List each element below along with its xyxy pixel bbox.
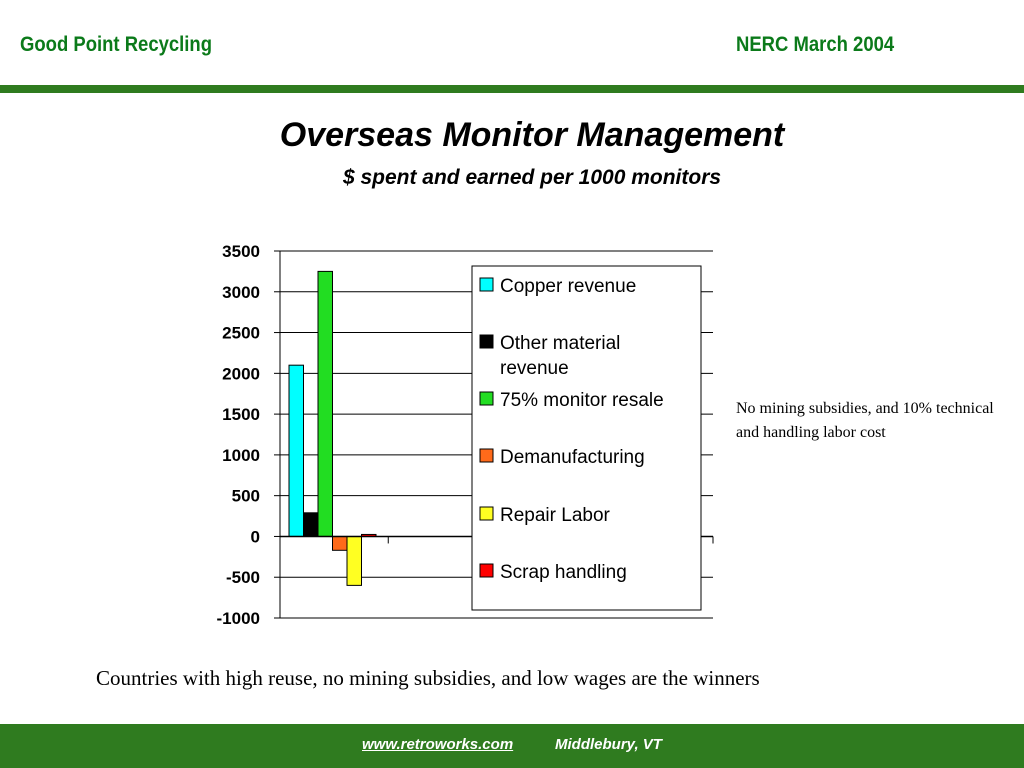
slide-title: Overseas Monitor Management	[279, 116, 785, 154]
y-tick-label: -1000	[216, 609, 260, 628]
legend-label: Copper revenue	[500, 276, 637, 297]
legend-swatch	[480, 449, 493, 462]
legend-label: Demanufacturing	[500, 447, 645, 468]
y-tick-label: 1500	[222, 405, 260, 425]
footer-website-link[interactable]: www.retroworks.com	[362, 736, 514, 753]
bar-repair-labor	[347, 536, 362, 585]
legend-swatch	[480, 335, 493, 348]
caption: Countries with high reuse, no mining subsidies, and low wages are the winners	[96, 666, 760, 690]
y-tick-label: 500	[231, 486, 260, 506]
legend-label: Repair Labor	[500, 505, 610, 526]
y-tick-label: -500	[225, 568, 260, 588]
y-tick-label: 1000	[222, 445, 260, 465]
legend-label: 75% monitor resale	[500, 390, 664, 411]
y-tick-label: 0	[250, 527, 260, 547]
legend-swatch	[480, 564, 493, 577]
bar-other-material-revenue	[304, 513, 319, 537]
legend-swatch	[480, 392, 493, 405]
legend-swatch	[480, 507, 493, 520]
y-tick-label: 2500	[222, 323, 260, 343]
legend-swatch	[480, 278, 493, 291]
y-tick-labels	[217, 242, 260, 628]
y-tick-label: 3000	[222, 282, 260, 302]
bar-copper-revenue	[289, 365, 304, 536]
legend-label: Other material revenue	[500, 333, 621, 379]
bar-demanufacturing	[333, 536, 348, 550]
header-title: Good Point Recycling	[20, 33, 213, 56]
header-date: NERC March 2004	[736, 33, 895, 56]
legend-label: Scrap handling	[500, 562, 627, 583]
y-tick-label: 3500	[222, 242, 260, 261]
bars	[289, 271, 376, 585]
y-tick-label: 2000	[222, 364, 260, 384]
legend-box	[472, 266, 701, 610]
side-note: No mining subsidies, and 10% technical and handling labor cost	[736, 400, 994, 441]
footer-location: Middlebury, VT	[555, 736, 662, 753]
legend	[472, 266, 701, 610]
bar-75-monitor-resale	[318, 271, 333, 536]
slide-subtitle: $ spent and earned per 1000 monitors	[342, 166, 722, 189]
